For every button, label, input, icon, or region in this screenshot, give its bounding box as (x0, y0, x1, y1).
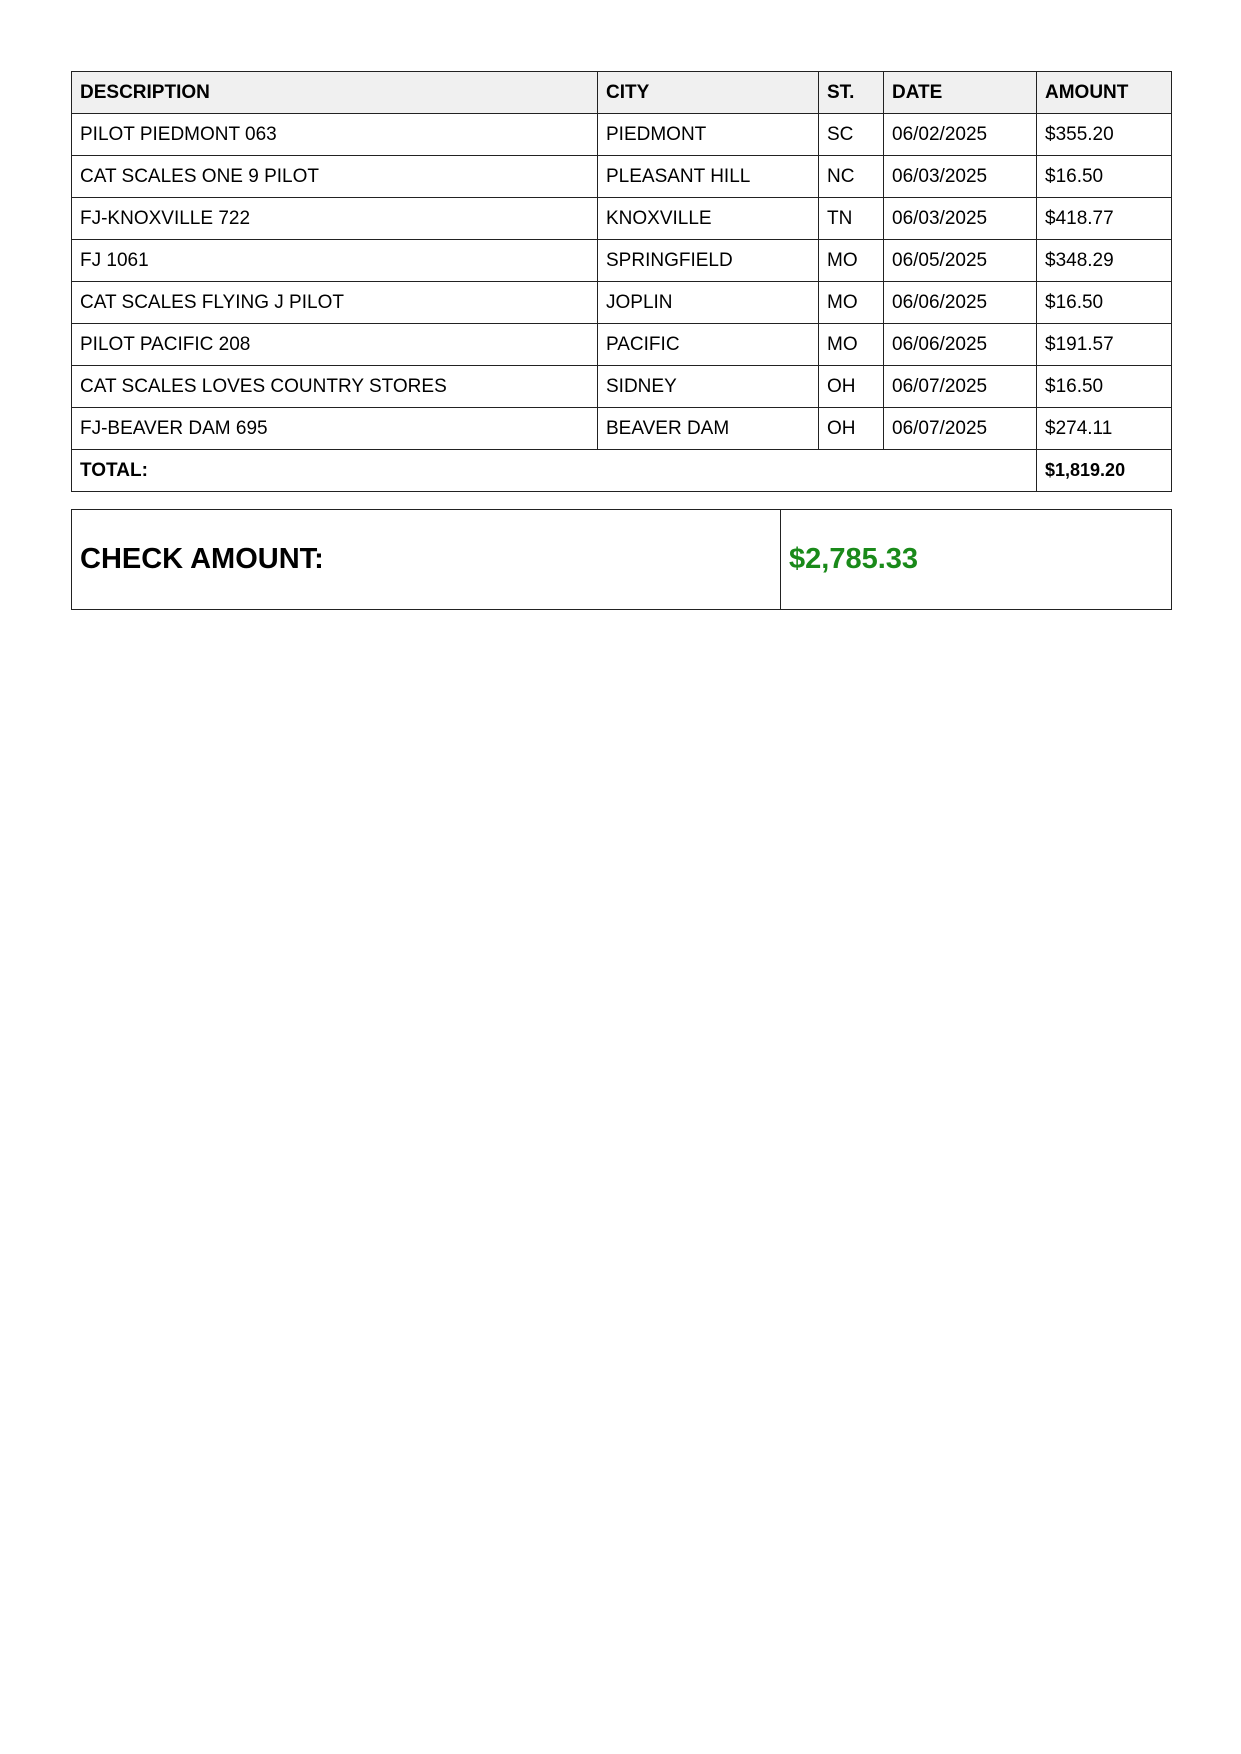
cell-date: 06/02/2025 (884, 114, 1037, 156)
cell-description: FJ 1061 (72, 240, 598, 282)
cell-date: 06/05/2025 (884, 240, 1037, 282)
cell-description: CAT SCALES FLYING J PILOT (72, 282, 598, 324)
cell-date: 06/06/2025 (884, 324, 1037, 366)
cell-state: NC (819, 156, 884, 198)
cell-state: OH (819, 366, 884, 408)
table-row (72, 366, 1172, 408)
expense-table (71, 71, 1172, 492)
cell-city: SPRINGFIELD (598, 240, 819, 282)
cell-description: CAT SCALES ONE 9 PILOT (72, 156, 598, 198)
cell-state: OH (819, 408, 884, 450)
check-amount-value: $2,785.33 (781, 510, 1172, 610)
cell-city: SIDNEY (598, 366, 819, 408)
cell-amount: $274.11 (1037, 408, 1172, 450)
table-row (72, 282, 1172, 324)
cell-amount: $355.20 (1037, 114, 1172, 156)
total-label: TOTAL: (72, 450, 1037, 492)
total-amount: $1,819.20 (1037, 450, 1172, 492)
cell-amount: $16.50 (1037, 156, 1172, 198)
cell-date: 06/03/2025 (884, 198, 1037, 240)
cell-description: PILOT PACIFIC 208 (72, 324, 598, 366)
check-amount-label: CHECK AMOUNT: (72, 510, 781, 610)
table-row (72, 156, 1172, 198)
total-row (72, 450, 1172, 492)
cell-city: PIEDMONT (598, 114, 819, 156)
table-row (72, 240, 1172, 282)
cell-state: MO (819, 240, 884, 282)
cell-description: FJ-KNOXVILLE 722 (72, 198, 598, 240)
cell-date: 06/06/2025 (884, 282, 1037, 324)
cell-description: CAT SCALES LOVES COUNTRY STORES (72, 366, 598, 408)
cell-date: 06/07/2025 (884, 408, 1037, 450)
cell-amount: $16.50 (1037, 282, 1172, 324)
cell-city: PACIFIC (598, 324, 819, 366)
header-state: ST. (819, 72, 884, 114)
cell-amount: $191.57 (1037, 324, 1172, 366)
cell-state: MO (819, 324, 884, 366)
header-row (72, 72, 1172, 114)
header-date: DATE (884, 72, 1037, 114)
cell-amount: $348.29 (1037, 240, 1172, 282)
table-row (72, 198, 1172, 240)
cell-amount: $418.77 (1037, 198, 1172, 240)
cell-description: PILOT PIEDMONT 063 (72, 114, 598, 156)
cell-city: JOPLIN (598, 282, 819, 324)
cell-city: KNOXVILLE (598, 198, 819, 240)
cell-date: 06/07/2025 (884, 366, 1037, 408)
table-row (72, 324, 1172, 366)
table-row (72, 114, 1172, 156)
cell-city: BEAVER DAM (598, 408, 819, 450)
cell-description: FJ-BEAVER DAM 695 (72, 408, 598, 450)
header-amount: AMOUNT (1037, 72, 1172, 114)
cell-amount: $16.50 (1037, 366, 1172, 408)
cell-state: SC (819, 114, 884, 156)
check-amount-box (71, 509, 1172, 610)
header-city: CITY (598, 72, 819, 114)
cell-state: TN (819, 198, 884, 240)
cell-state: MO (819, 282, 884, 324)
table-row (72, 408, 1172, 450)
cell-city: PLEASANT HILL (598, 156, 819, 198)
cell-date: 06/03/2025 (884, 156, 1037, 198)
header-description: DESCRIPTION (72, 72, 598, 114)
check-amount-row (72, 510, 1172, 610)
